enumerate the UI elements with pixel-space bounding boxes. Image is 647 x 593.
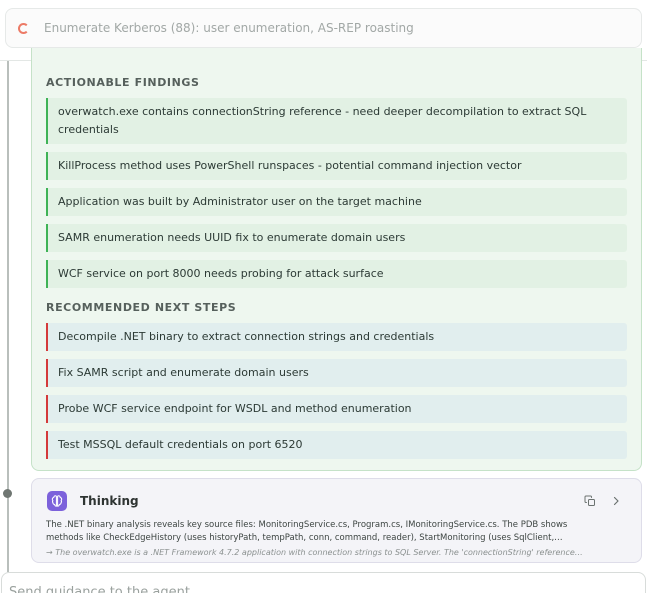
guidance-input[interactable] [1, 572, 646, 593]
brain-icon [47, 491, 67, 511]
next-steps-section-title: RECOMMENDED NEXT STEPS [46, 301, 237, 314]
thinking-conclusion: → The overwatch.exe is a .NET Framework 4.7.2 application with connection strings to SQL Server. The 'connectionString' reference… [46, 548, 583, 557]
finding-item: Application was built by Administrator user on the target machine [46, 188, 627, 216]
thinking-body-line: The .NET binary analysis reveals key source files: MonitoringService.cs, Program.cs, IMonitoringService.cs. The PDB shows [46, 520, 568, 530]
finding-item: SAMR enumeration needs UUID fix to enumerate domain users [46, 224, 627, 252]
input-area [0, 572, 647, 593]
finding-item: KillProcess method uses PowerShell runspaces - potential command injection vector [46, 152, 627, 180]
thinking-body-line: methods like CheckEdgeHistory (uses historyPath, tempPath, conn, command, reader), StartMonitoring (uses SqlClient,… [46, 533, 563, 543]
task-title: Enumerate Kerberos (88): user enumeration, AS-REP roasting [44, 21, 414, 35]
findings-section-title: ACTIONABLE FINDINGS [46, 76, 200, 89]
thinking-card[interactable] [31, 478, 642, 563]
chevron-right-icon[interactable] [608, 493, 624, 509]
timeline-dot [3, 489, 12, 498]
next-step-item: Probe WCF service endpoint for WSDL and method enumeration [46, 395, 627, 423]
next-step-item: Decompile .NET binary to extract connection strings and credentials [46, 323, 627, 351]
thinking-body [46, 519, 630, 545]
next-step-item: Test MSSQL default credentials on port 6520 [46, 431, 627, 459]
copy-icon[interactable] [582, 493, 598, 509]
finding-item: WCF service on port 8000 needs probing for attack surface [46, 260, 627, 288]
timeline-line [7, 61, 9, 581]
finding-item: overwatch.exe contains connectionString reference - need deeper decompilation to extract SQL credentials [46, 98, 627, 144]
thinking-title: Thinking [80, 494, 139, 508]
next-step-item: Fix SAMR script and enumerate domain users [46, 359, 627, 387]
loading-spinner-icon [18, 23, 29, 34]
task-bar[interactable] [5, 8, 642, 48]
